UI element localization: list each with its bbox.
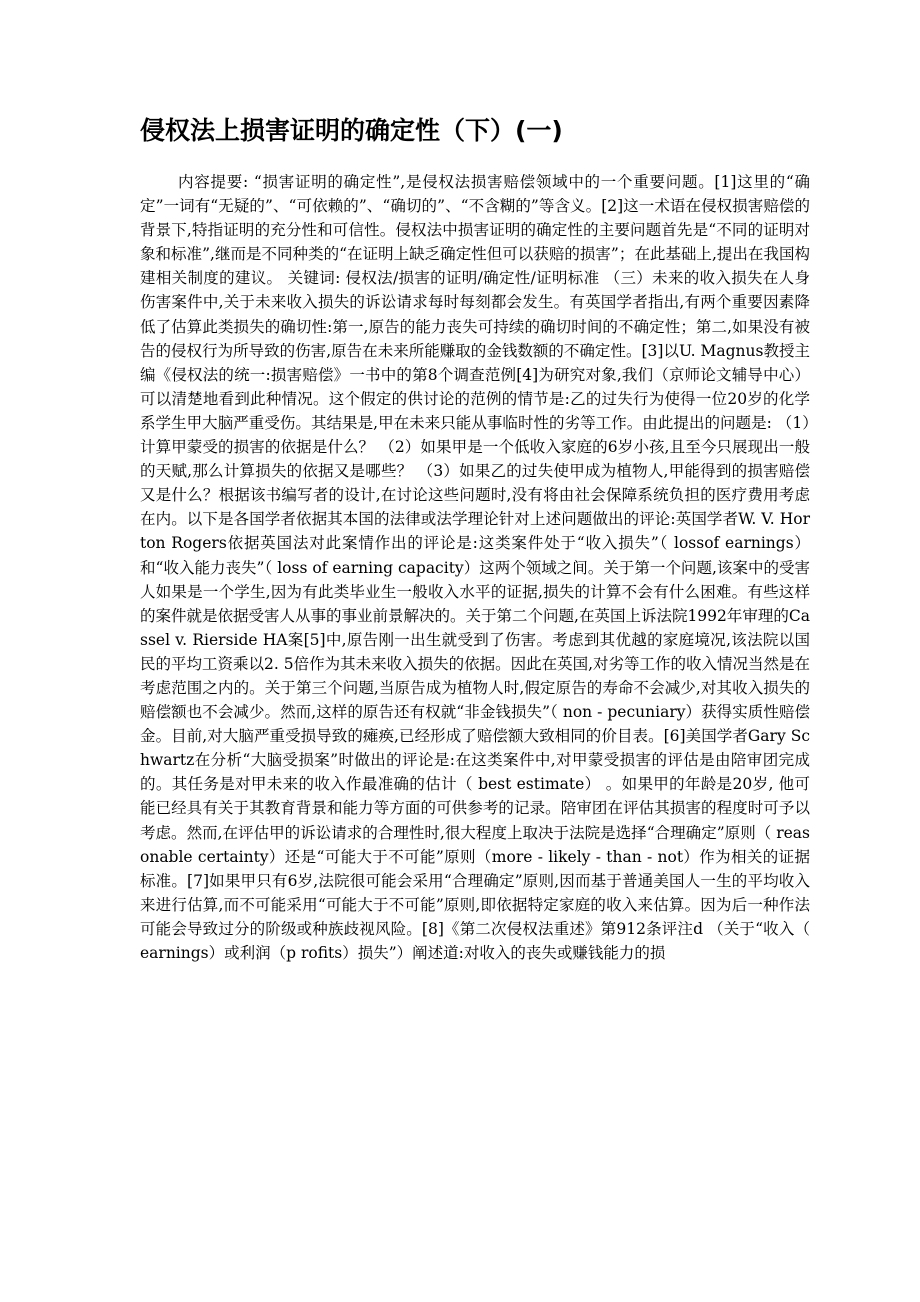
document-title: 侵权法上损害证明的确定性（下）(一): [140, 116, 563, 145]
document-body: 内容提要: “损害证明的确定性”,是侵权法损害赔偿领域中的一个重要问题。[1]这里的“确定”一词有“无疑的”、“可依赖的”、“确切的”、“不含糊的”等含义。[2]这一术语在侵权损害赔偿的背景下,特指证明的充分性和可信性。侵权法中损害证明的确定性的主要问题首先是“不同的证明对象和标准”,继而是不同种类的“在证明上缺乏确定性但可以获赔的损害”；在此基础上,提出在我国构建相关制度的建议。 关键词: 侵权法/损害的证明/确定性/证明标准 （三）未来的收入损失在人身伤害案件中,关于未来收入损失的诉讼请求每时每刻都会发生。有英国学者指出,有两个重要因素降低了估算此类损失的确切性:第一,原告的能力丧失可持续的确切时间的不确定性；第二,如果没有被告的侵权行为所导致的伤害,原告在未来所能赚取的金钱数额的不确定性。[3]以U. Magnus教授主编《侵权法的统一:损害赔偿》一书中的第8个调查范例[4]为研究对象,我们（京师论文辅导中心）可以清楚地看到此种情况。这个假定的供讨论的范例的情节是:乙的过失行为使得一位20岁的化学系学生甲大脑严重受伤。其结果是,甲在未来只能从事临时性的劣等工作。由此提出的问题是: （1）计算甲蒙受的损害的依据是什么？ （2）如果甲是一个低收入家庭的6岁小孩,且至今只展现出一般的天赋,那么计算损失的依据又是哪些？ （3）如果乙的过失使甲成为植物人,甲能得到的损害赔偿又是什么？根据该书编写者的设计,在讨论这些问题时,没有将由社会保障系统负担的医疗费用考虑在内。以下是各国学者依据其本国的法律或法学理论针对上述问题做出的评论:英国学者W. V. Horton Rogers依据英国法对此案情作出的评论是:这类案件处于“收入损失”（ lossof earnings）和“收入能力丧失”（ loss of earning capacity）这两个领域之间。关于第一个问题,该案中的受害人如果是一个学生,因为有此类毕业生一般收入水平的证据,损失的计算不会有什么困难。有些这样的案件就是依据受害人从事的事业前景解决的。关于第二个问题,在英国上诉法院1992年审理的Cassel v. Rierside HA案[5]中,原告刚一出生就受到了伤害。考虑到其优越的家庭境况,该法院以国民的平均工资乘以2. 5倍作为其未来收入损失的依据。因此在英国,对劣等工作的收入情况当然是在考虑范围之内的。关于第三个问题,当原告成为植物人时,假定原告的寿命不会减少,对其收入损失的赔偿额也不会减少。然而,这样的原告还有权就“非金钱损失”（ non - pecuniary）获得实质性赔偿金。目前,对大脑严重受损导致的瘫痪,已经形成了赔偿额大致相同的价目表。[6]美国学者Gary Schwartz在分析“大脑受损案”时做出的评论是:在这类案件中,对甲蒙受损害的评估是由陪审团完成的。其任务是对甲未来的收入作最准确的估计（ best estimate） 。如果甲的年龄是20岁, 他可能已经具有关于其教育背景和能力等方面的可供参考的记录。陪审团在评估其损害的程度时可予以考虑。然而,在评估甲的诉讼请求的合理性时,很大程度上取决于法院是选择“合理确定”原则（ reasonable certainty）还是“可能大于不可能”原则（more - likely - than - not）作为相关的证据标准。[7]如果甲只有6岁,法院很可能会采用“合理确定”原则,因而基于普通美国人一生的平均收入来进行估算,而不可能采用“可能大于不可能”原则,即依据特定家庭的收入来估算。因为后一种作法可能会导致过分的阶级或种族歧视风险。[8]《第二次侵权法重述》第912条评注d （关于“收入（ earnings）或利润（p rofits）损失”）阐述道:对收入的丧失或赚钱能力的损: [140, 173, 811, 962]
